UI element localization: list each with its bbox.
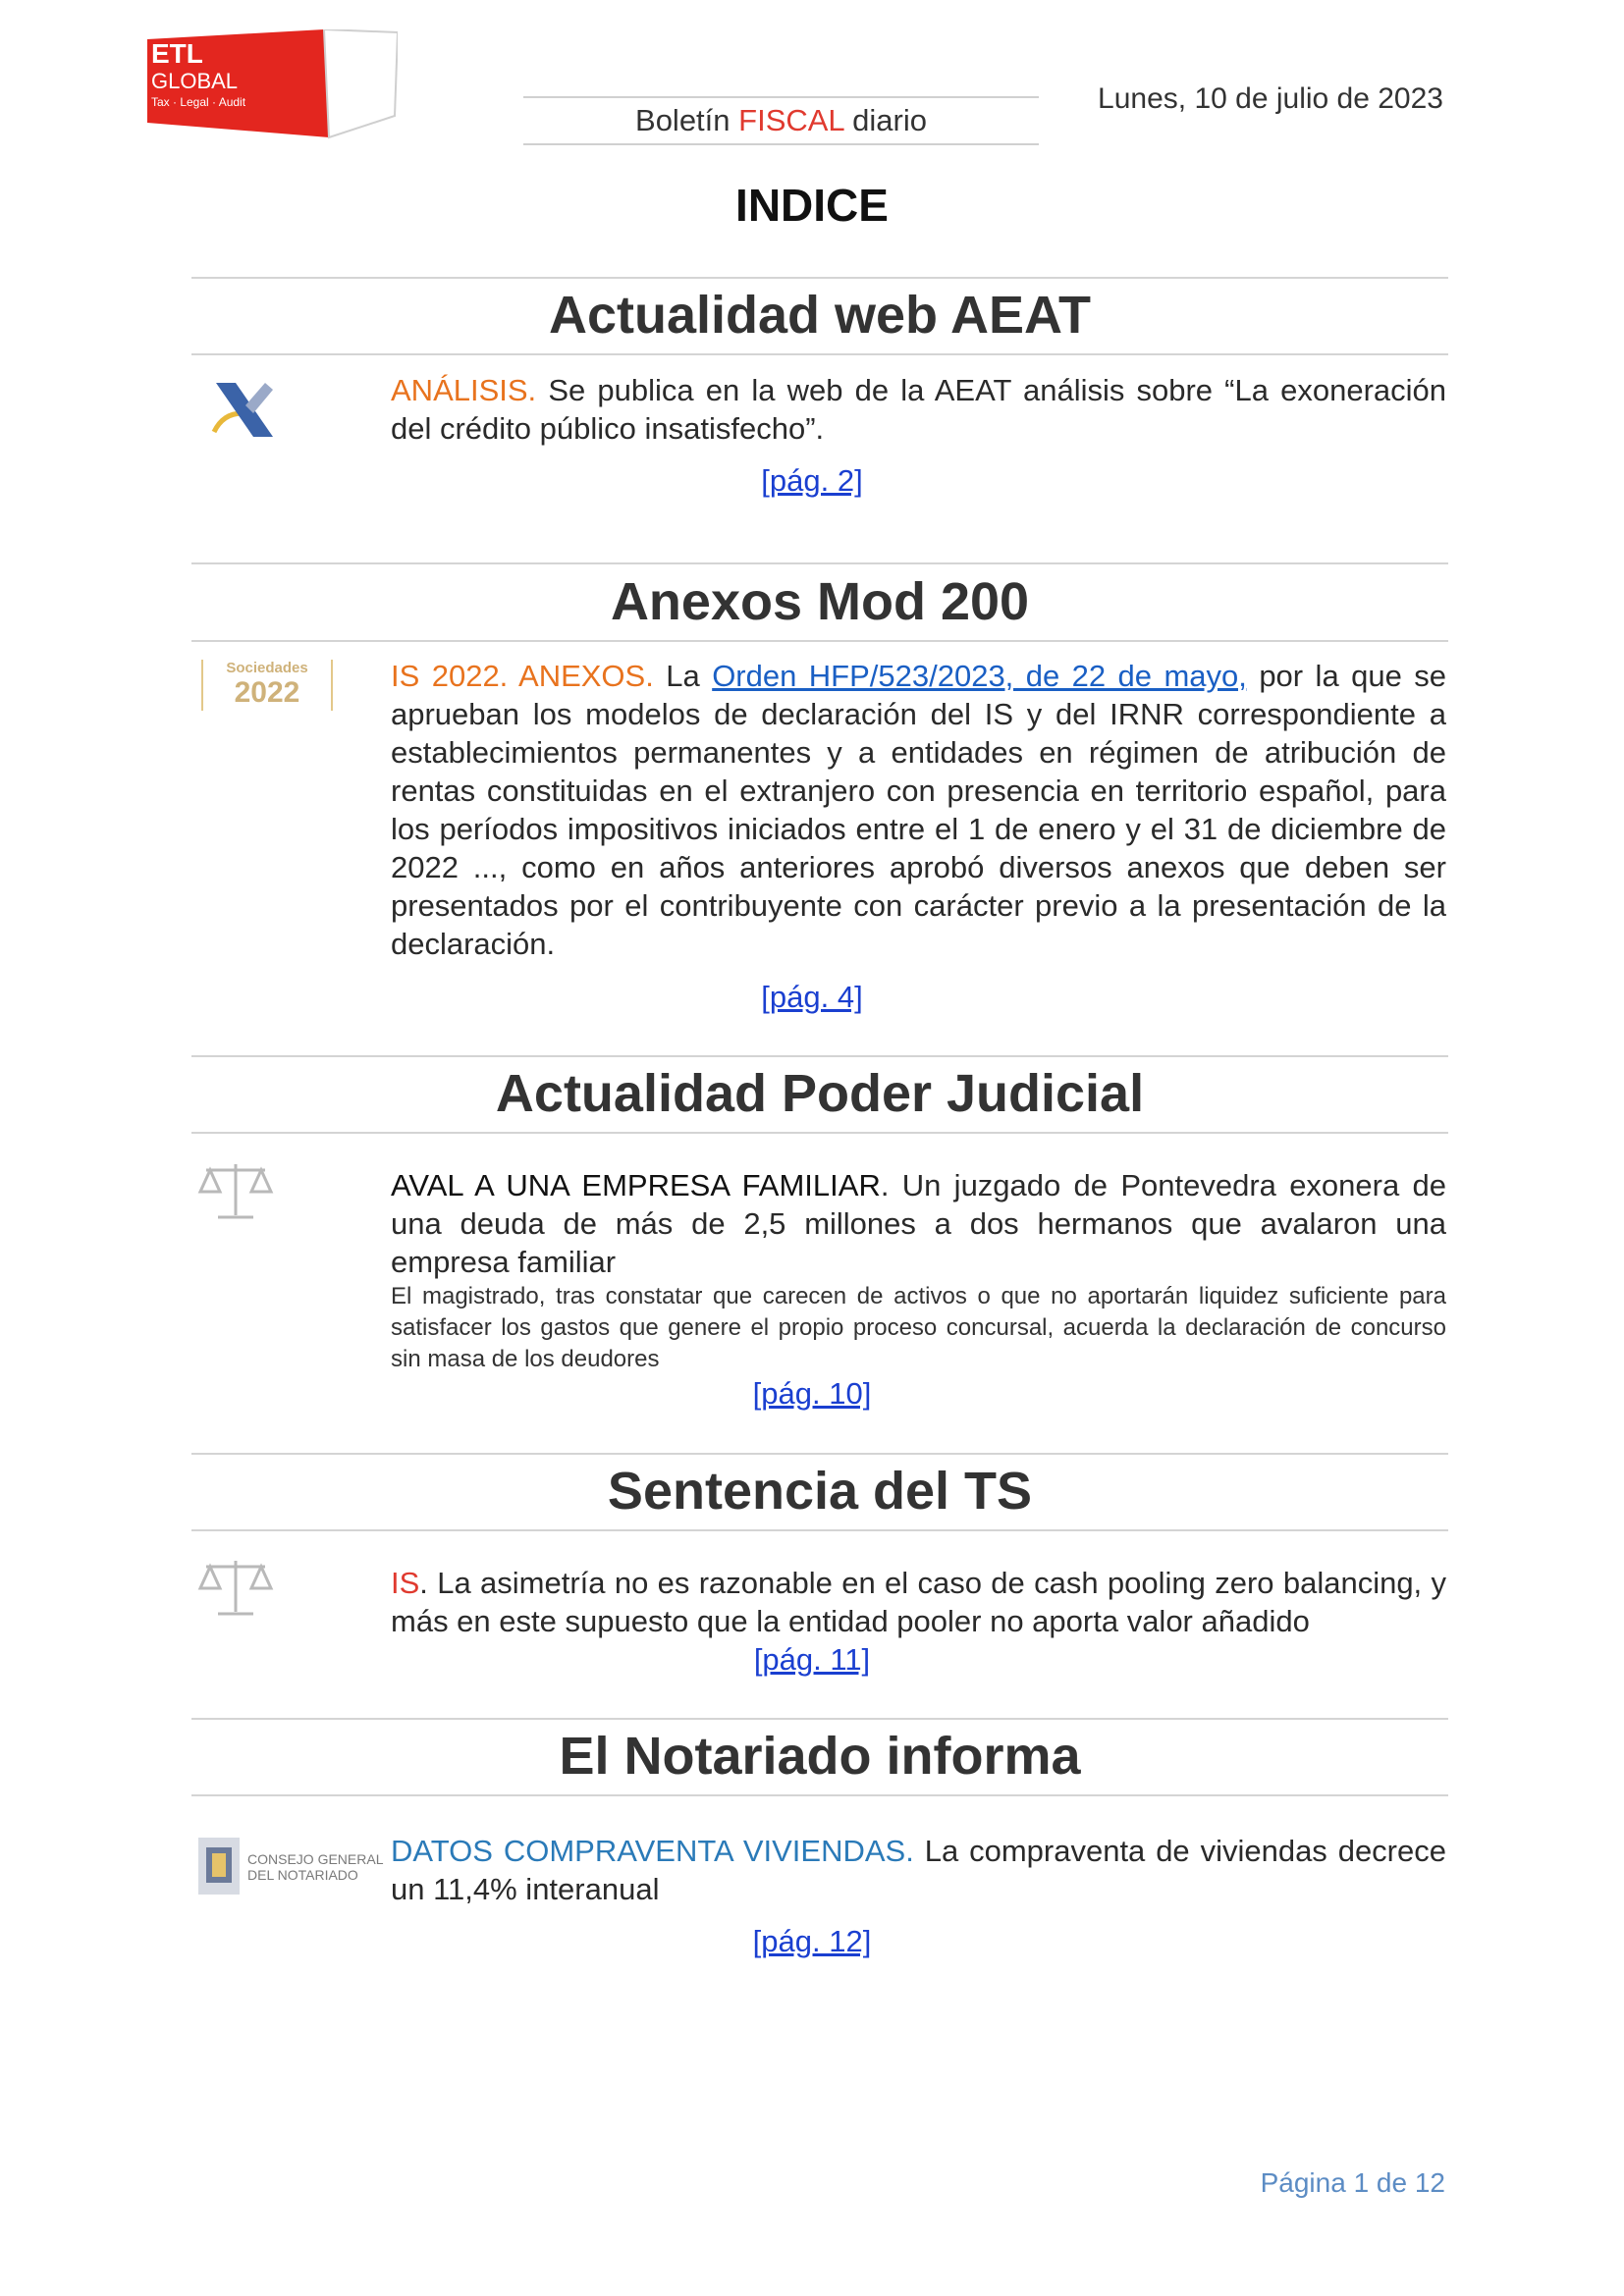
scales-icon: [196, 1156, 275, 1225]
section-divider: [191, 1529, 1448, 1531]
notariado-logo-icon: CONSEJO GENERAL DEL NOTARIADO: [196, 1834, 373, 1902]
section-divider: [191, 353, 1448, 355]
section-divider: [191, 562, 1448, 564]
page-link[interactable]: [pág. 10]: [752, 1376, 872, 1411]
bulletin-date: Lunes, 10 de julio de 2023: [1098, 82, 1443, 115]
page-link[interactable]: [pág. 11]: [753, 1642, 871, 1677]
section-summary: ANÁLISIS. Se publica en la web de la AEAT análisis sobre “La exoneración del crédito público insatisfecho”.: [391, 373, 1446, 446]
section-divider: [191, 1055, 1448, 1057]
section-divider: [191, 1453, 1448, 1455]
section-summary: IS 2022. ANEXOS. La Orden HFP/523/2023, de 22 de mayo, por la que se aprueban los modelos de declaración del IS y del IRNR correspondiente a establecimientos permanentes y a entidades en régimen de atribución de rentas constituidas en el extranjero con presencia en territorio español, para los períodos impositivos iniciados entre el 1 de enero y el 31 de diciembre de 2022 ..., como en años anteriores aprobó diversos anexos que deben ser presentados por el contribuyente con carácter previo a la presentación de la declaración.: [391, 659, 1447, 961]
section-divider: [191, 1794, 1448, 1796]
index-title: INDICE: [735, 180, 889, 231]
page-link[interactable]: [pág. 12]: [752, 1924, 872, 1958]
section-divider: [191, 1718, 1448, 1720]
section-summary: IS. La asimetría no es razonable en el caso de cash pooling zero balancing, y más en este supuesto que la entidad pooler no aporta valor añadido: [391, 1566, 1446, 1638]
svg-text:Tax · Legal · Audit: Tax · Legal · Audit: [151, 95, 246, 109]
order-link[interactable]: Orden HFP/523/2023, de 22 de mayo,: [712, 659, 1247, 693]
section-divider: [191, 277, 1448, 279]
section-divider: [191, 1132, 1448, 1134]
section-title: El Notariado informa: [559, 1727, 1081, 1786]
section-divider: [191, 640, 1448, 642]
sociedades-2022-icon: Sociedades 2022: [201, 660, 333, 711]
section-title: Sentencia del TS: [607, 1462, 1033, 1521]
svg-text:ETL: ETL: [151, 38, 203, 69]
aeat-logo-icon: [206, 378, 280, 447]
section-title: Actualidad web AEAT: [548, 286, 1092, 345]
page-link[interactable]: [pág. 4]: [761, 980, 863, 1014]
page-number: Página 1 de 12: [1260, 2167, 1445, 2198]
section-summary: DATOS COMPRAVENTA VIVIENDAS. La compraventa de viviendas decrece un 11,4% interanual: [391, 1834, 1446, 1906]
page-link[interactable]: [pág. 2]: [761, 463, 863, 498]
bulletin-title: Boletín FISCAL diario: [523, 96, 1039, 145]
section-detail: El magistrado, tras constatar que carecen de activos o que no aportarán liquidez suficiente para satisfacer los gastos que genere el propio proceso concursal, acuerda la declaración de concurso sin masa de los deudores: [391, 1283, 1446, 1372]
svg-text:GLOBAL: GLOBAL: [151, 69, 239, 93]
etl-global-logo: [147, 29, 398, 147]
scales-icon: [196, 1553, 275, 1622]
section-title: Actualidad Poder Judicial: [495, 1064, 1145, 1123]
section-summary: AVAL A UNA EMPRESA FAMILIAR. Un juzgado de Pontevedra exonera de una deuda de más de 2,5 millones a dos hermanos que avalaron una empresa familiar: [391, 1168, 1446, 1279]
section-title: Anexos Mod 200: [610, 572, 1030, 631]
